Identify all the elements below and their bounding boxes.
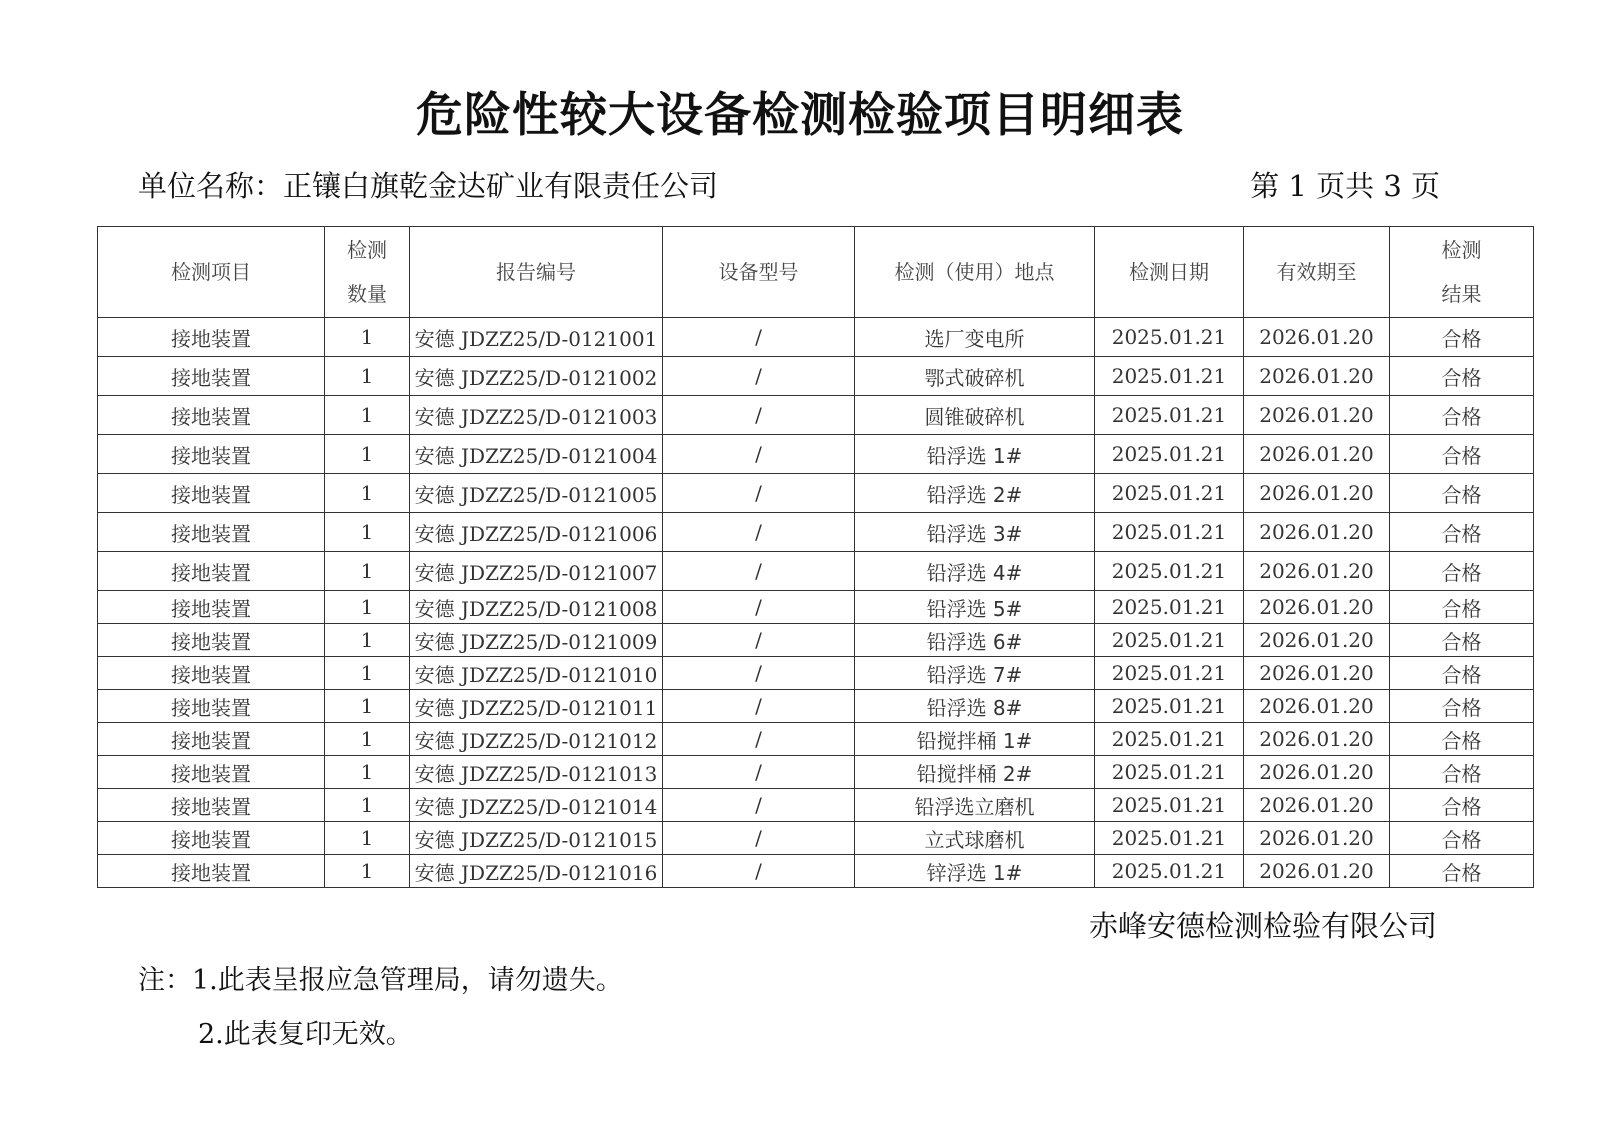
cell-location: 铅浮选立磨机 [855, 789, 1095, 822]
cell-quantity: 1 [325, 357, 410, 396]
cell-quantity: 1 [325, 624, 410, 657]
cell-result: 合格 [1390, 723, 1534, 756]
cell-location: 铅浮选 8# [855, 690, 1095, 723]
cell-equipment-model: / [663, 552, 855, 591]
cell-project: 接地装置 [98, 789, 325, 822]
cell-location: 铅浮选 3# [855, 513, 1095, 552]
header-quantity-line1: 检测 [347, 238, 387, 262]
cell-valid-until: 2026.01.20 [1244, 855, 1390, 888]
cell-equipment-model: / [663, 690, 855, 723]
cell-location: 铅浮选 1# [855, 435, 1095, 474]
cell-equipment-model: / [663, 822, 855, 855]
cell-valid-until: 2026.01.20 [1244, 690, 1390, 723]
cell-report-number: 安德 JDZZ25/D-0121006 [410, 513, 663, 552]
cell-location: 选厂变电所 [855, 318, 1095, 357]
header-quantity-line2: 数量 [347, 282, 387, 306]
table-row [98, 756, 1534, 789]
cell-inspection-date: 2025.01.21 [1095, 474, 1244, 513]
cell-equipment-model: / [663, 723, 855, 756]
cell-inspection-date: 2025.01.21 [1095, 357, 1244, 396]
cell-inspection-date: 2025.01.21 [1095, 723, 1244, 756]
cell-equipment-model: / [663, 855, 855, 888]
cell-result: 合格 [1390, 624, 1534, 657]
cell-project: 接地装置 [98, 756, 325, 789]
unit-name-label: 单位名称：正镶白旗乾金达矿业有限责任公司 [138, 169, 719, 203]
cell-project: 接地装置 [98, 357, 325, 396]
cell-report-number: 安德 JDZZ25/D-0121004 [410, 435, 663, 474]
cell-location: 铅搅拌桶 2# [855, 756, 1095, 789]
cell-inspection-date: 2025.01.21 [1095, 513, 1244, 552]
cell-report-number: 安德 JDZZ25/D-0121001 [410, 318, 663, 357]
cell-project: 接地装置 [98, 723, 325, 756]
cell-valid-until: 2026.01.20 [1244, 474, 1390, 513]
cell-location: 铅搅拌桶 1# [855, 723, 1095, 756]
cell-project: 接地装置 [98, 591, 325, 624]
table-row [98, 396, 1534, 435]
cell-result: 合格 [1390, 552, 1534, 591]
cell-report-number: 安德 JDZZ25/D-0121011 [410, 690, 663, 723]
cell-report-number: 安德 JDZZ25/D-0121010 [410, 657, 663, 690]
cell-quantity: 1 [325, 396, 410, 435]
cell-valid-until: 2026.01.20 [1244, 624, 1390, 657]
cell-result: 合格 [1390, 756, 1534, 789]
cell-valid-until: 2026.01.20 [1244, 513, 1390, 552]
cell-result: 合格 [1390, 513, 1534, 552]
cell-valid-until: 2026.01.20 [1244, 723, 1390, 756]
header-result-line1: 检测 [1441, 238, 1482, 262]
cell-result: 合格 [1390, 591, 1534, 624]
cell-report-number: 安德 JDZZ25/D-0121005 [410, 474, 663, 513]
cell-valid-until: 2026.01.20 [1244, 396, 1390, 435]
cell-report-number: 安德 JDZZ25/D-0121016 [410, 855, 663, 888]
cell-inspection-date: 2025.01.21 [1095, 396, 1244, 435]
cell-report-number: 安德 JDZZ25/D-0121009 [410, 624, 663, 657]
cell-valid-until: 2026.01.20 [1244, 657, 1390, 690]
cell-report-number: 安德 JDZZ25/D-0121012 [410, 723, 663, 756]
table-row [98, 690, 1534, 723]
cell-equipment-model: / [663, 318, 855, 357]
cell-inspection-date: 2025.01.21 [1095, 756, 1244, 789]
cell-quantity: 1 [325, 756, 410, 789]
cell-report-number: 安德 JDZZ25/D-0121007 [410, 552, 663, 591]
cell-quantity: 1 [325, 822, 410, 855]
inspection-table [97, 226, 1534, 888]
cell-project: 接地装置 [98, 396, 325, 435]
header-result-line2: 结果 [1441, 282, 1482, 306]
cell-inspection-date: 2025.01.21 [1095, 318, 1244, 357]
cell-location: 立式球磨机 [855, 822, 1095, 855]
header-equipment-model: 设备型号 [663, 227, 855, 318]
table-row [98, 435, 1534, 474]
table-row [98, 552, 1534, 591]
cell-project: 接地装置 [98, 318, 325, 357]
cell-equipment-model: / [663, 789, 855, 822]
cell-equipment-model: / [663, 396, 855, 435]
header-valid-until: 有效期至 [1244, 227, 1390, 318]
cell-inspection-date: 2025.01.21 [1095, 435, 1244, 474]
cell-valid-until: 2026.01.20 [1244, 591, 1390, 624]
cell-result: 合格 [1390, 435, 1534, 474]
cell-location: 铅浮选 5# [855, 591, 1095, 624]
cell-project: 接地装置 [98, 855, 325, 888]
cell-result: 合格 [1390, 690, 1534, 723]
table-row [98, 474, 1534, 513]
cell-valid-until: 2026.01.20 [1244, 318, 1390, 357]
table-row [98, 789, 1534, 822]
cell-valid-until: 2026.01.20 [1244, 357, 1390, 396]
cell-report-number: 安德 JDZZ25/D-0121014 [410, 789, 663, 822]
table-body [98, 318, 1534, 888]
cell-equipment-model: / [663, 357, 855, 396]
cell-inspection-date: 2025.01.21 [1095, 657, 1244, 690]
cell-result: 合格 [1390, 357, 1534, 396]
note-line-1: 注：1.此表呈报应急管理局，请勿遗失。 [138, 965, 623, 996]
cell-quantity: 1 [325, 855, 410, 888]
cell-location: 铅浮选 2# [855, 474, 1095, 513]
cell-location: 铅浮选 4# [855, 552, 1095, 591]
cell-inspection-date: 2025.01.21 [1095, 822, 1244, 855]
cell-quantity: 1 [325, 657, 410, 690]
header-inspection-date: 检测日期 [1095, 227, 1244, 318]
cell-inspection-date: 2025.01.21 [1095, 855, 1244, 888]
cell-result: 合格 [1390, 396, 1534, 435]
cell-project: 接地装置 [98, 822, 325, 855]
cell-result: 合格 [1390, 318, 1534, 357]
header-result [1390, 227, 1534, 318]
cell-report-number: 安德 JDZZ25/D-0121008 [410, 591, 663, 624]
cell-quantity: 1 [325, 474, 410, 513]
cell-equipment-model: / [663, 624, 855, 657]
cell-inspection-date: 2025.01.21 [1095, 789, 1244, 822]
cell-result: 合格 [1390, 474, 1534, 513]
cell-quantity: 1 [325, 723, 410, 756]
header-quantity [325, 227, 410, 318]
table-row [98, 591, 1534, 624]
cell-location: 锌浮选 1# [855, 855, 1095, 888]
cell-project: 接地装置 [98, 513, 325, 552]
cell-location: 鄂式破碎机 [855, 357, 1095, 396]
cell-project: 接地装置 [98, 435, 325, 474]
issuer-company: 赤峰安德检测检验有限公司 [1088, 909, 1437, 943]
cell-result: 合格 [1390, 822, 1534, 855]
cell-valid-until: 2026.01.20 [1244, 789, 1390, 822]
cell-inspection-date: 2025.01.21 [1095, 690, 1244, 723]
cell-quantity: 1 [325, 318, 410, 357]
cell-valid-until: 2026.01.20 [1244, 756, 1390, 789]
cell-project: 接地装置 [98, 474, 325, 513]
table-header-row [98, 227, 1534, 318]
table-row [98, 855, 1534, 888]
cell-location: 铅浮选 7# [855, 657, 1095, 690]
cell-location: 铅浮选 6# [855, 624, 1095, 657]
table-row [98, 318, 1534, 357]
note-line-2: 2.此表复印无效。 [198, 1019, 413, 1050]
cell-report-number: 安德 JDZZ25/D-0121013 [410, 756, 663, 789]
cell-equipment-model: / [663, 756, 855, 789]
cell-valid-until: 2026.01.20 [1244, 435, 1390, 474]
cell-project: 接地装置 [98, 552, 325, 591]
cell-report-number: 安德 JDZZ25/D-0121002 [410, 357, 663, 396]
cell-report-number: 安德 JDZZ25/D-0121003 [410, 396, 663, 435]
cell-project: 接地装置 [98, 690, 325, 723]
cell-quantity: 1 [325, 513, 410, 552]
cell-result: 合格 [1390, 789, 1534, 822]
table-row [98, 657, 1534, 690]
cell-equipment-model: / [663, 591, 855, 624]
page-info: 第 1 页共 3 页 [1250, 169, 1440, 203]
cell-inspection-date: 2025.01.21 [1095, 624, 1244, 657]
cell-quantity: 1 [325, 789, 410, 822]
cell-valid-until: 2026.01.20 [1244, 822, 1390, 855]
cell-report-number: 安德 JDZZ25/D-0121015 [410, 822, 663, 855]
cell-equipment-model: / [663, 657, 855, 690]
cell-inspection-date: 2025.01.21 [1095, 591, 1244, 624]
cell-project: 接地装置 [98, 624, 325, 657]
cell-result: 合格 [1390, 855, 1534, 888]
cell-project: 接地装置 [98, 657, 325, 690]
cell-location: 圆锥破碎机 [855, 396, 1095, 435]
table-row [98, 513, 1534, 552]
table-row [98, 822, 1534, 855]
table-row [98, 624, 1534, 657]
table-row [98, 723, 1534, 756]
cell-quantity: 1 [325, 552, 410, 591]
cell-quantity: 1 [325, 435, 410, 474]
cell-inspection-date: 2025.01.21 [1095, 552, 1244, 591]
cell-equipment-model: / [663, 513, 855, 552]
cell-quantity: 1 [325, 690, 410, 723]
header-location: 检测（使用）地点 [855, 227, 1095, 318]
cell-quantity: 1 [325, 591, 410, 624]
cell-result: 合格 [1390, 657, 1534, 690]
cell-equipment-model: / [663, 435, 855, 474]
cell-valid-until: 2026.01.20 [1244, 552, 1390, 591]
document-title: 危险性较大设备检测检验项目明细表 [416, 88, 1184, 143]
cell-equipment-model: / [663, 474, 855, 513]
table-row [98, 357, 1534, 396]
header-report-number: 报告编号 [410, 227, 663, 318]
header-project: 检测项目 [98, 227, 325, 318]
